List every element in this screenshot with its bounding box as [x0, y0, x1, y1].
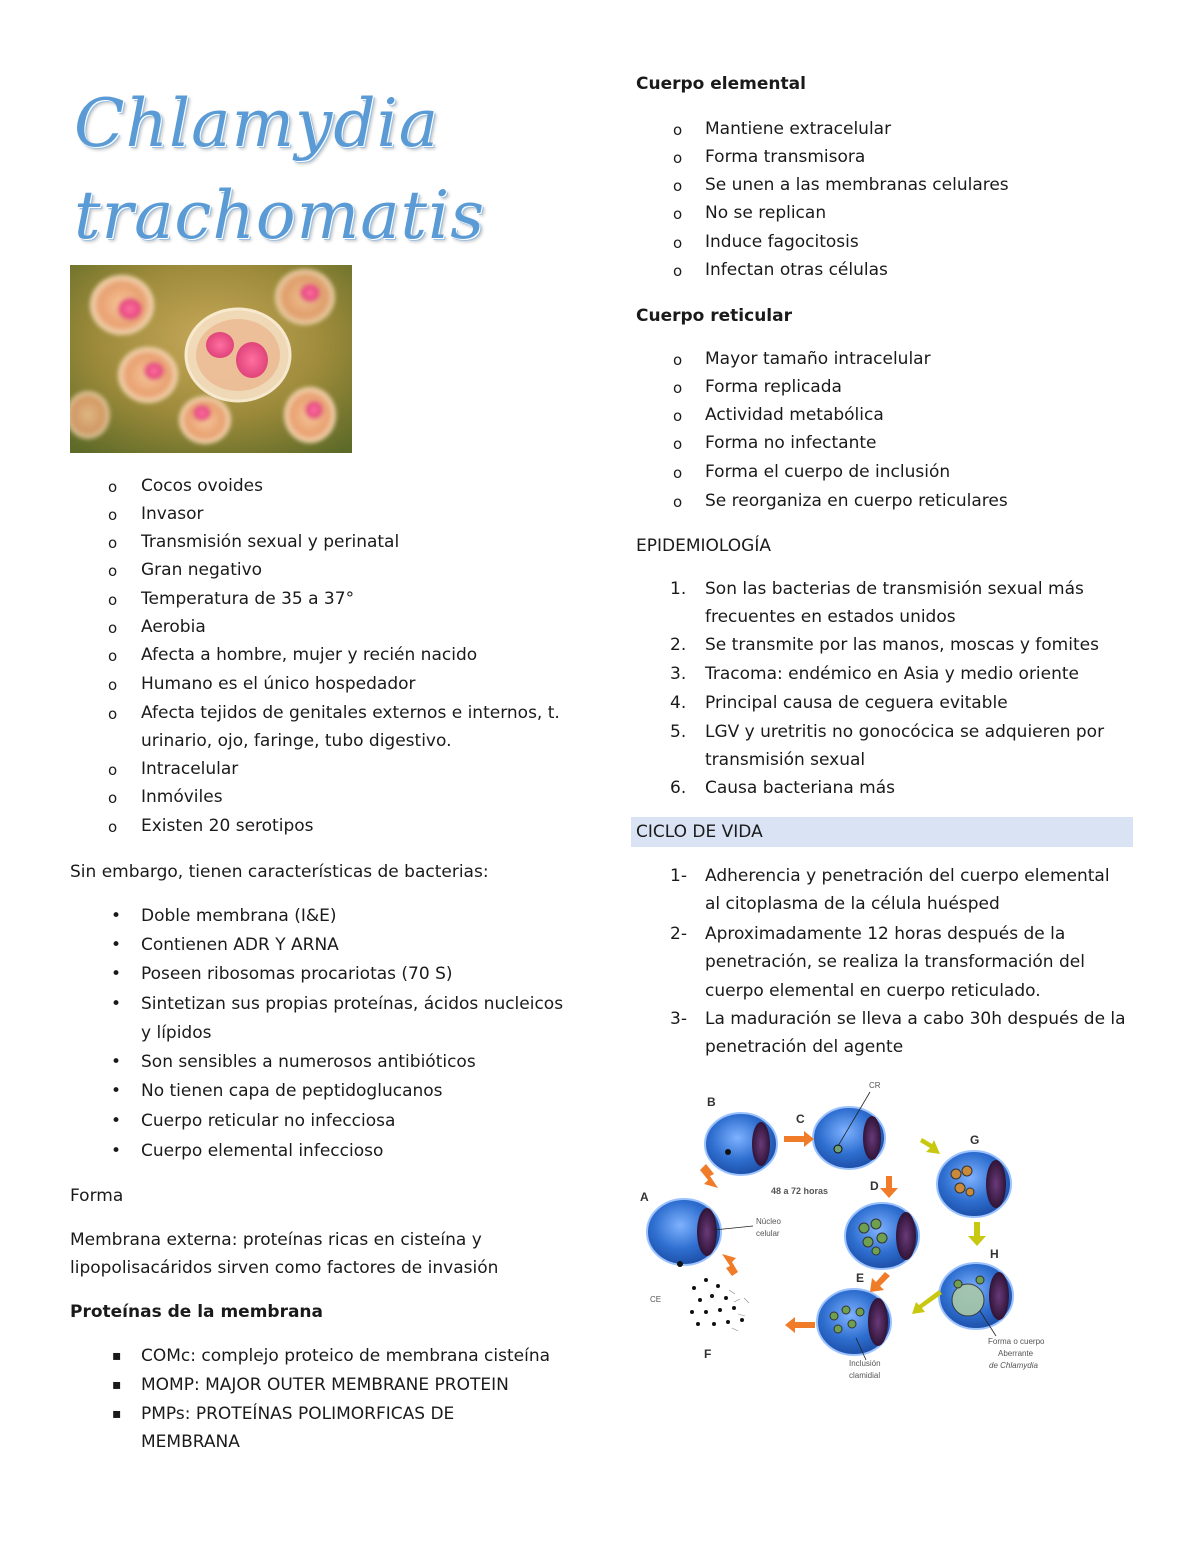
- list-number: 2.: [670, 635, 687, 655]
- elemental-heading: Cuerpo elemental: [636, 74, 806, 94]
- list-bullet: o: [673, 493, 683, 511]
- list-item: Existen 20 serotipos: [141, 816, 314, 836]
- list-item: Forma no infectante: [705, 433, 877, 453]
- cell-c: [813, 1092, 885, 1169]
- list-item: Transmisión sexual y perinatal: [141, 532, 400, 552]
- cr-label: CR: [869, 1081, 881, 1090]
- list-item-continuation: penetración, se realiza la transformación del: [705, 952, 1085, 972]
- ce-label: CE: [650, 1295, 662, 1304]
- list-item: Son sensibles a numerosos antibióticos: [141, 1052, 476, 1072]
- inclusion-label-1: Inclusión: [849, 1359, 881, 1368]
- life-cycle-heading: CICLO DE VIDA: [636, 822, 763, 842]
- reticular-heading: Cuerpo reticular: [636, 306, 792, 326]
- list-bullet: o: [673, 435, 683, 453]
- list-item-continuation: urinario, ojo, faringe, tubo digestivo.: [141, 731, 452, 751]
- nucleus-label-1: Núcleo: [756, 1217, 781, 1226]
- list-item: Induce fagocitosis: [705, 232, 859, 252]
- title-line-2: trachomatis: [74, 177, 486, 254]
- list-bullet: o: [108, 562, 118, 580]
- list-item-continuation: transmisión sexual: [705, 750, 866, 770]
- list-item: Humano es el único hospedador: [141, 674, 416, 694]
- nucleus-label-2: celular: [756, 1229, 780, 1238]
- stage-label-h: H: [990, 1247, 999, 1261]
- list-bullet: o: [108, 619, 118, 637]
- epidemiology-heading: EPIDEMIOLOGÍA: [636, 536, 771, 556]
- stage-label-g: G: [970, 1133, 980, 1147]
- list-bullet: •: [111, 1081, 122, 1101]
- list-item-continuation: MEMBRANA: [141, 1432, 240, 1452]
- list-item: Afecta a hombre, mujer y recién nacido: [141, 645, 478, 665]
- list-item: Temperatura de 35 a 37°: [141, 589, 355, 609]
- list-number: 1-: [670, 866, 687, 886]
- list-number: 2-: [670, 924, 687, 944]
- list-item: Causa bacteriana más: [705, 778, 895, 798]
- list-bullet: o: [673, 205, 683, 223]
- list-bullet: o: [673, 262, 683, 280]
- list-item: Mayor tamaño intracelular: [705, 349, 931, 369]
- list-item: Actividad metabólica: [705, 405, 884, 425]
- document-title: [74, 78, 514, 262]
- cell-g: [937, 1151, 1011, 1217]
- list-item: Poseen ribosomas procariotas (70 S): [141, 964, 453, 984]
- time-label: 48 a 72 horas: [771, 1186, 829, 1196]
- inclusion-label-2: clamidial: [849, 1371, 881, 1380]
- list-bullet: o: [108, 591, 118, 609]
- list-item: Infectan otras células: [705, 260, 888, 280]
- list-item: Invasor: [141, 504, 204, 524]
- list-item: Se unen a las membranas celulares: [705, 175, 1009, 195]
- list-item: Se transmite por las manos, moscas y fomites: [705, 635, 1099, 655]
- list-bullet: •: [111, 1052, 122, 1072]
- list-item: Tracoma: endémico en Asia y medio oriente: [705, 664, 1080, 684]
- aberrant-label-2: Aberrante: [998, 1349, 1034, 1358]
- forma-heading: Forma: [70, 1186, 124, 1206]
- list-bullet: o: [673, 351, 683, 369]
- title-line-1: Chlamydia: [74, 85, 440, 162]
- list-item: Aproximadamente 12 horas después de la: [705, 924, 1066, 944]
- list-item-continuation: cuerpo elemental en cuerpo reticulado.: [705, 981, 1041, 1001]
- list-bullet: ▪: [112, 1348, 122, 1364]
- list-bullet: o: [108, 705, 118, 723]
- list-item: Forma replicada: [705, 377, 842, 397]
- list-number: 3-: [670, 1009, 687, 1029]
- list-number: 1.: [670, 579, 687, 599]
- stage-label-e: E: [856, 1271, 865, 1285]
- list-number: 4.: [670, 693, 687, 713]
- list-item-continuation: frecuentes en estados unidos: [705, 607, 956, 627]
- list-item: La maduración se lleva a cabo 30h después de la: [705, 1009, 1126, 1029]
- list-item: No se replican: [705, 203, 827, 223]
- cell-b: [705, 1113, 777, 1175]
- list-item: Sintetizan sus propias proteínas, ácidos nucleicos: [141, 994, 564, 1014]
- list-item: Inmóviles: [141, 787, 223, 807]
- list-item: LGV y uretritis no gonocócica se adquieren por: [705, 722, 1105, 742]
- list-number: 5.: [670, 722, 687, 742]
- list-bullet: •: [111, 1111, 122, 1131]
- stage-label-d: D: [870, 1179, 879, 1193]
- list-bullet: o: [108, 534, 118, 552]
- list-item: Intracelular: [141, 759, 239, 779]
- list-item: Son las bacterias de transmisión sexual más: [705, 579, 1084, 599]
- list-bullet: o: [108, 478, 118, 496]
- life-cycle-diagram: [634, 1076, 1074, 1394]
- list-item: Forma el cuerpo de inclusión: [705, 462, 951, 482]
- cell-a: [647, 1199, 753, 1267]
- list-bullet: o: [673, 149, 683, 167]
- aberrant-label-1: Forma o cuerpo: [988, 1337, 1045, 1346]
- list-bullet: •: [111, 906, 122, 926]
- list-item: PMPs: PROTEÍNAS POLIMORFICAS DE: [141, 1404, 455, 1424]
- forma-paragraph-line-2: lipopolisacáridos sirven como factores de invasión: [70, 1258, 499, 1278]
- list-item: Doble membrana (I&E): [141, 906, 337, 926]
- aberrant-label-3: de Chlamydia: [989, 1361, 1038, 1370]
- list-bullet: o: [673, 407, 683, 425]
- list-bullet: •: [111, 1141, 122, 1161]
- cell-d: [845, 1203, 919, 1269]
- list-bullet: o: [108, 818, 118, 836]
- list-bullet: •: [111, 994, 122, 1014]
- stage-label-a: A: [640, 1190, 649, 1204]
- list-bullet: o: [673, 379, 683, 397]
- forma-paragraph-line-1: Membrana externa: proteínas ricas en cisteína y: [70, 1230, 482, 1250]
- list-bullet: o: [108, 789, 118, 807]
- chlamydia-micrograph-image: [70, 265, 352, 453]
- list-bullet: o: [108, 647, 118, 665]
- stage-label-f: F: [704, 1347, 712, 1361]
- list-item: Se reorganiza en cuerpo reticulares: [705, 491, 1008, 511]
- list-bullet: o: [108, 506, 118, 524]
- list-number: 3.: [670, 664, 687, 684]
- list-item: Mantiene extracelular: [705, 119, 892, 139]
- list-item: Forma transmisora: [705, 147, 866, 167]
- list-bullet: •: [111, 935, 122, 955]
- list-bullet: •: [111, 964, 122, 984]
- list-item: Contienen ADR Y ARNA: [141, 935, 339, 955]
- list-item: COMc: complejo proteico de membrana cisteína: [141, 1346, 551, 1366]
- list-item-continuation: y lípidos: [141, 1023, 212, 1043]
- list-bullet: ▪: [112, 1406, 122, 1422]
- list-item: Cuerpo reticular no infecciosa: [141, 1111, 396, 1131]
- list-item: Aerobia: [141, 617, 206, 637]
- list-bullet: o: [673, 234, 683, 252]
- list-item-continuation: al citoplasma de la célula huésped: [705, 894, 1000, 914]
- list-bullet: o: [673, 464, 683, 482]
- proteins-heading: Proteínas de la membrana: [70, 1302, 324, 1322]
- list-item: Principal causa de ceguera evitable: [705, 693, 1008, 713]
- stage-label-b: B: [707, 1095, 716, 1109]
- list-item: Cuerpo elemental infeccioso: [141, 1141, 384, 1161]
- cell-e: [817, 1289, 891, 1360]
- list-bullet: o: [108, 761, 118, 779]
- list-item: MOMP: MAJOR OUTER MEMBRANE PROTEIN: [141, 1375, 509, 1395]
- list-bullet: o: [673, 177, 683, 195]
- list-number: 6.: [670, 778, 687, 798]
- list-bullet: ▪: [112, 1377, 122, 1393]
- bacteria-intro-text: Sin embargo, tienen características de bacterias:: [70, 862, 489, 882]
- list-bullet: o: [673, 121, 683, 139]
- list-item: Cocos ovoides: [141, 476, 263, 496]
- list-item-continuation: penetración del agente: [705, 1037, 904, 1057]
- list-item: Adherencia y penetración del cuerpo elemental: [705, 866, 1110, 886]
- stage-label-c: C: [796, 1112, 805, 1126]
- list-item: Afecta tejidos de genitales externos e internos, t.: [141, 703, 560, 723]
- cell-h: [939, 1263, 1013, 1336]
- cell-f-released-bodies: [690, 1278, 749, 1331]
- list-item: Gran negativo: [141, 560, 263, 580]
- list-bullet: o: [108, 676, 118, 694]
- list-item: No tienen capa de peptidoglucanos: [141, 1081, 443, 1101]
